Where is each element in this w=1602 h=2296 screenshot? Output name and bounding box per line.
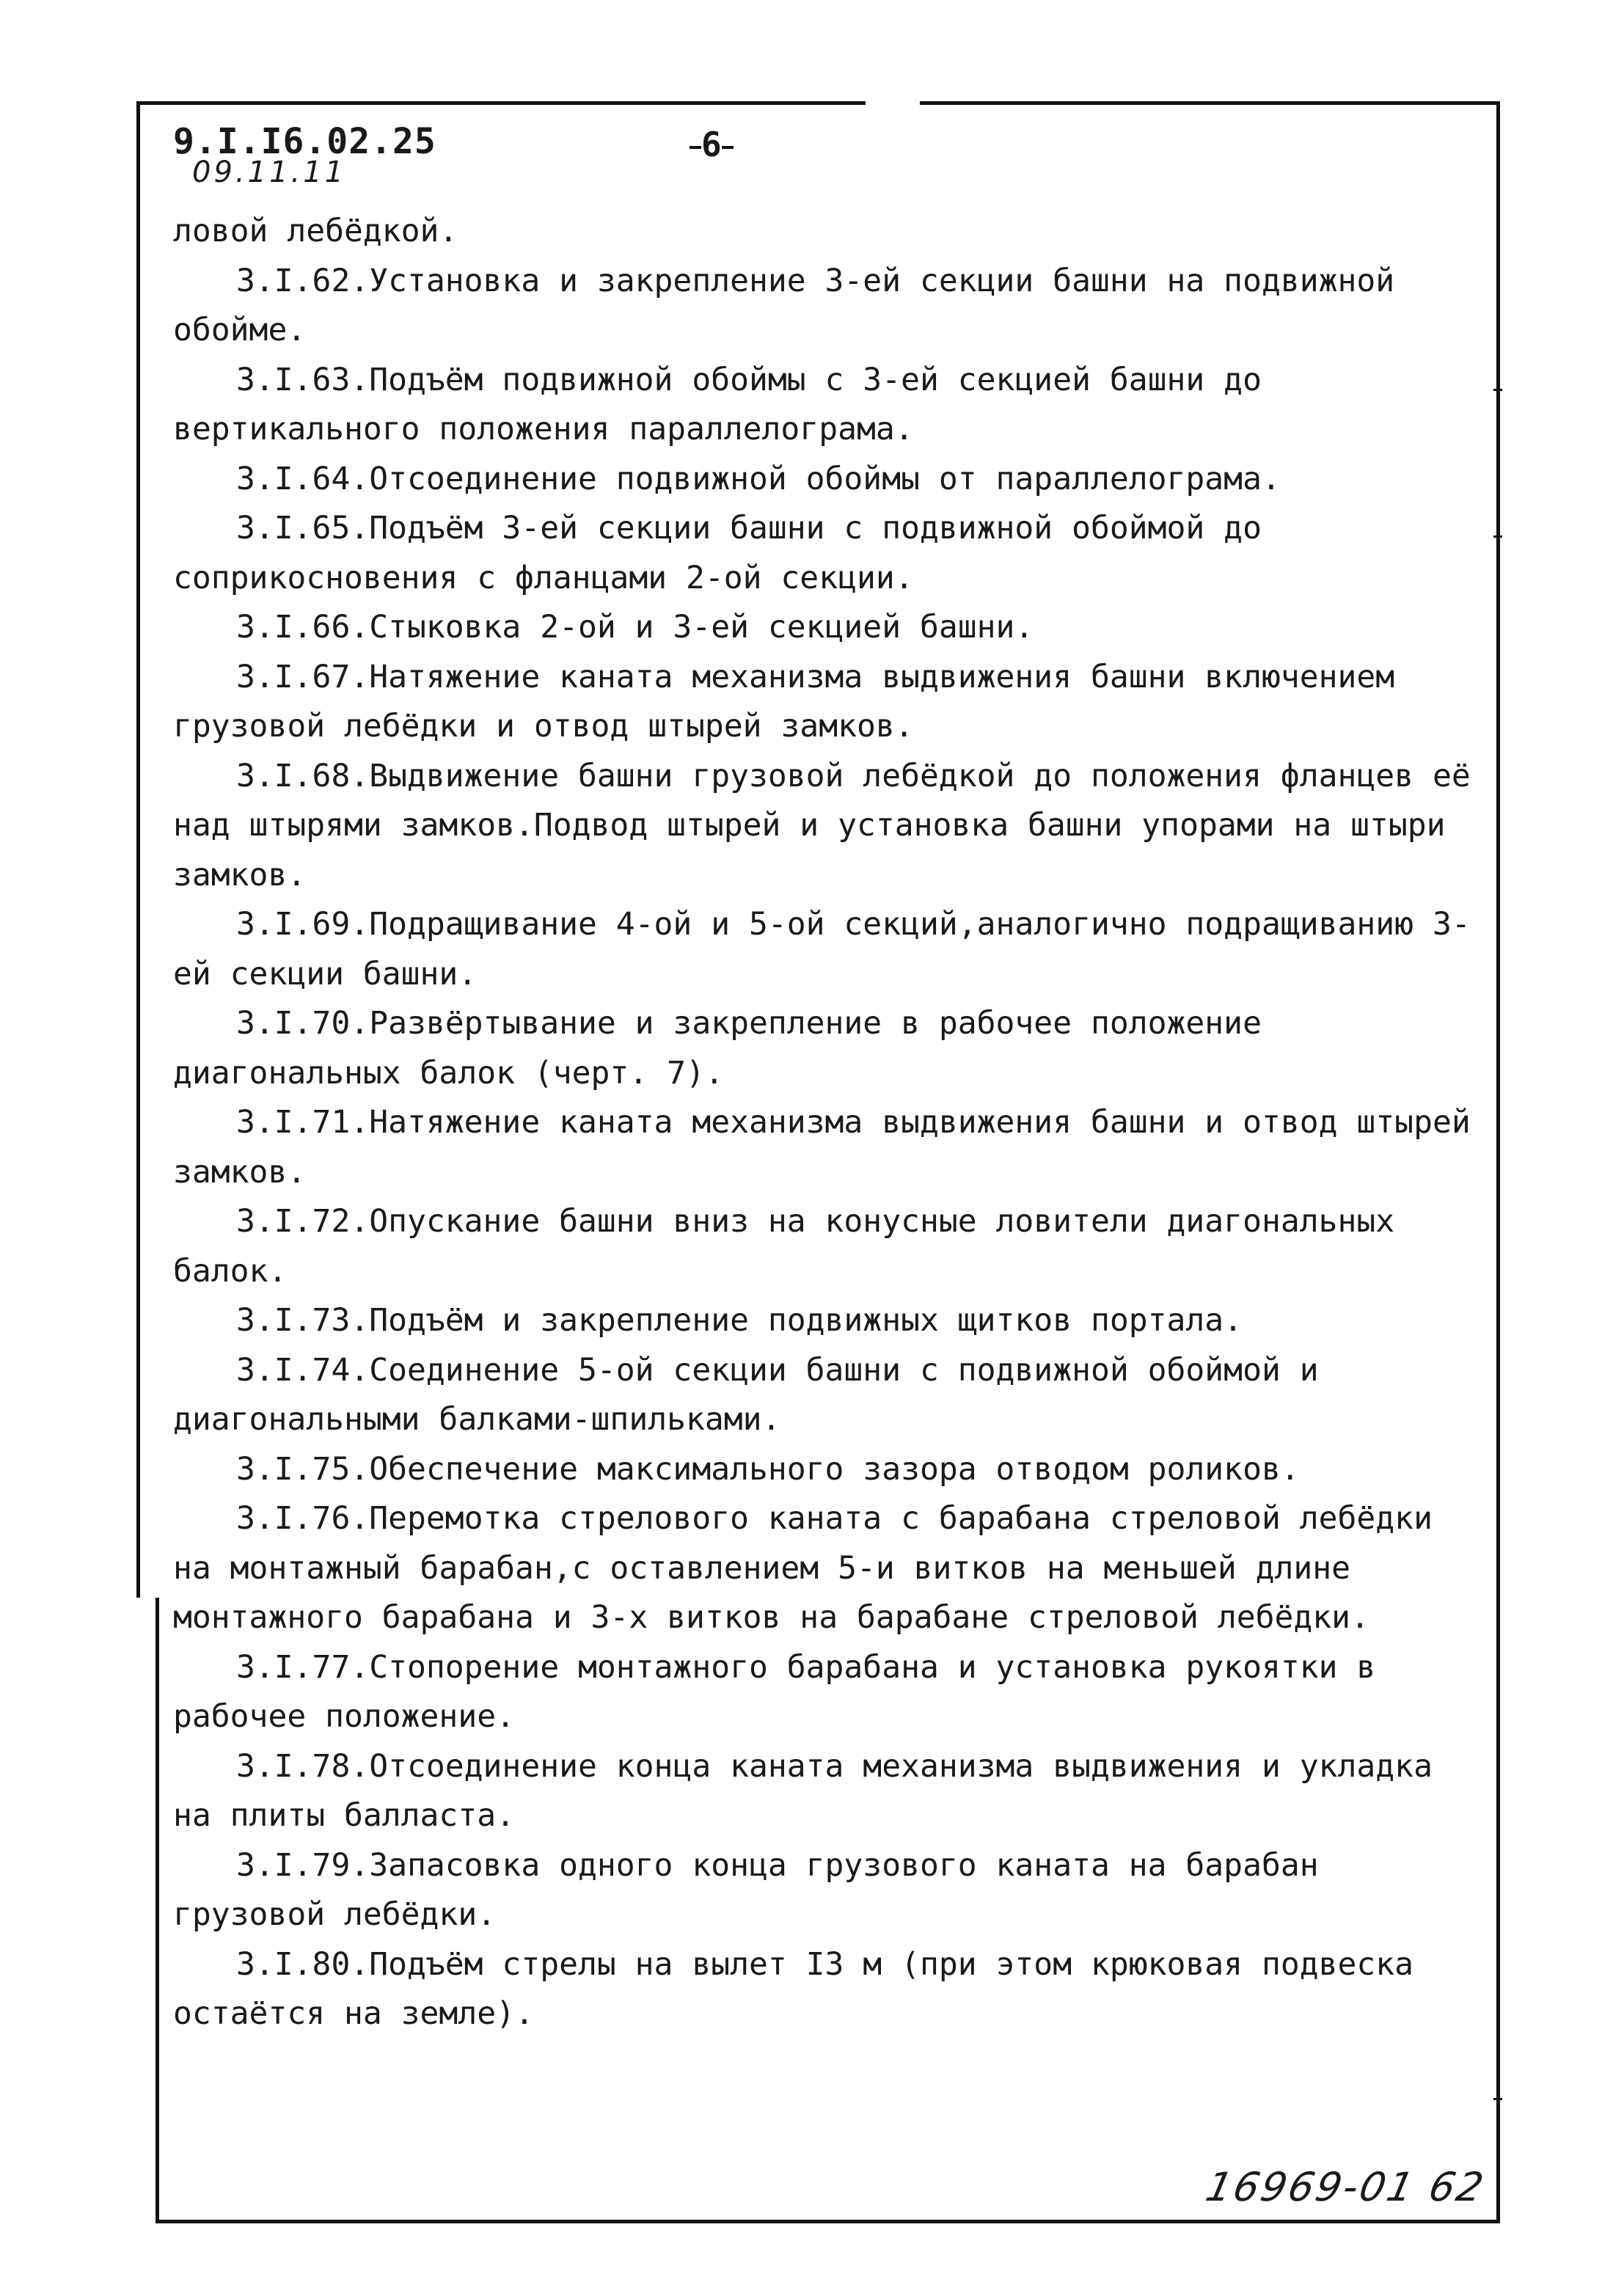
- frame-top-border-right: [920, 101, 1499, 105]
- paragraph: ловой лебёдкой.: [173, 213, 458, 249]
- margin-tick: [1493, 389, 1502, 391]
- paragraph: 3.I.77.Стопорение монтажного барабана и установка рукоятки в рабочее положение.: [173, 1648, 1376, 1735]
- paragraph: 3.I.75.Обеспечение максимального зазора отводом роликов.: [236, 1450, 1300, 1488]
- frame-left-border-lower: [156, 1598, 159, 2223]
- margin-tick: [1493, 2098, 1502, 2100]
- paragraph: 3.I.69.Подращивание 4-ой и 5-ой секций,аналогично подращиванию 3-ей секции башни.: [173, 906, 1471, 992]
- paragraph: 3.I.68.Выдвижение башни грузовой лебёдкой до положения фланцев её над штырями замков.Подвод штырей и установка башни упорами на штыри замков.: [173, 757, 1471, 893]
- paragraph: 3.I.80.Подъём стрелы на вылет I3 м (при этом крюковая подвеска остаётся на земле).: [173, 1945, 1414, 2032]
- paragraph: 3.I.78.Отсоединение конца каната механизма выдвижения и укладка на плиты балласта.: [173, 1747, 1433, 1834]
- frame-right-border: [1496, 101, 1500, 2223]
- page-number-value: 6: [701, 125, 722, 164]
- paragraph: 3.I.64.Отсоединение подвижной обоймы от параллелограма.: [236, 460, 1281, 497]
- paragraph: 3.I.62.Установка и закрепление 3-ей секции башни на подвижной обойме.: [173, 262, 1395, 348]
- document-code: 9.I.I6.02.25: [173, 121, 436, 162]
- handwritten-date: 09.11.11: [192, 156, 347, 189]
- page-number: [690, 125, 734, 164]
- frame-left-border: [136, 101, 140, 1598]
- margin-tick: [1493, 535, 1502, 538]
- document-body: [173, 207, 1479, 2039]
- sheet-stamp-number: 16969-01 62: [1202, 2164, 1490, 2210]
- frame-top-border-left: [136, 101, 866, 105]
- paragraph: 3.I.67.Натяжение каната механизма выдвижения башни включением грузовой лебёдки и отвод штырей замков.: [173, 658, 1395, 745]
- paragraph: 3.I.79.Запасовка одного конца грузового каната на барабан грузовой лебёдки.: [173, 1846, 1319, 1933]
- paragraph: 3.I.70.Развёртывание и закрепление в рабочее положение диагональных балок (черт. 7).: [173, 1005, 1262, 1092]
- paragraph: 3.I.73.Подъём и закрепление подвижных щитков портала.: [236, 1302, 1243, 1339]
- paragraph: 3.I.76.Перемотка стрелового каната с барабана стреловой лебёдки на монтажный барабан,с оставлением 5-и витков на меньшей длине монтажного барабана и 3-х витков на барабане стреловой лебёдки.: [173, 1500, 1433, 1636]
- paragraph: 3.I.65.Подъём 3-ей секции башни с подвижной обоймой до соприкосновения с фланцами 2-ой секции.: [173, 510, 1262, 596]
- paragraph: 3.I.63.Подъём подвижной обоймы с 3-ей секцией башни до вертикального положения параллелограма.: [173, 361, 1262, 447]
- paragraph: 3.I.72.Опускание башни вниз на конусные ловители диагональных балок.: [173, 1203, 1395, 1290]
- frame-bottom-border: [156, 2220, 1500, 2223]
- paragraph: 3.I.74.Соединение 5-ой секции башни с подвижной обоймой и диагональными балками-шпильками.: [173, 1351, 1319, 1438]
- paragraph: 3.I.66.Стыковка 2-ой и 3-ей секцией башни.: [236, 609, 1034, 646]
- paragraph: 3.I.71.Натяжение каната механизма выдвижения башни и отвод штырей замков.: [173, 1104, 1471, 1191]
